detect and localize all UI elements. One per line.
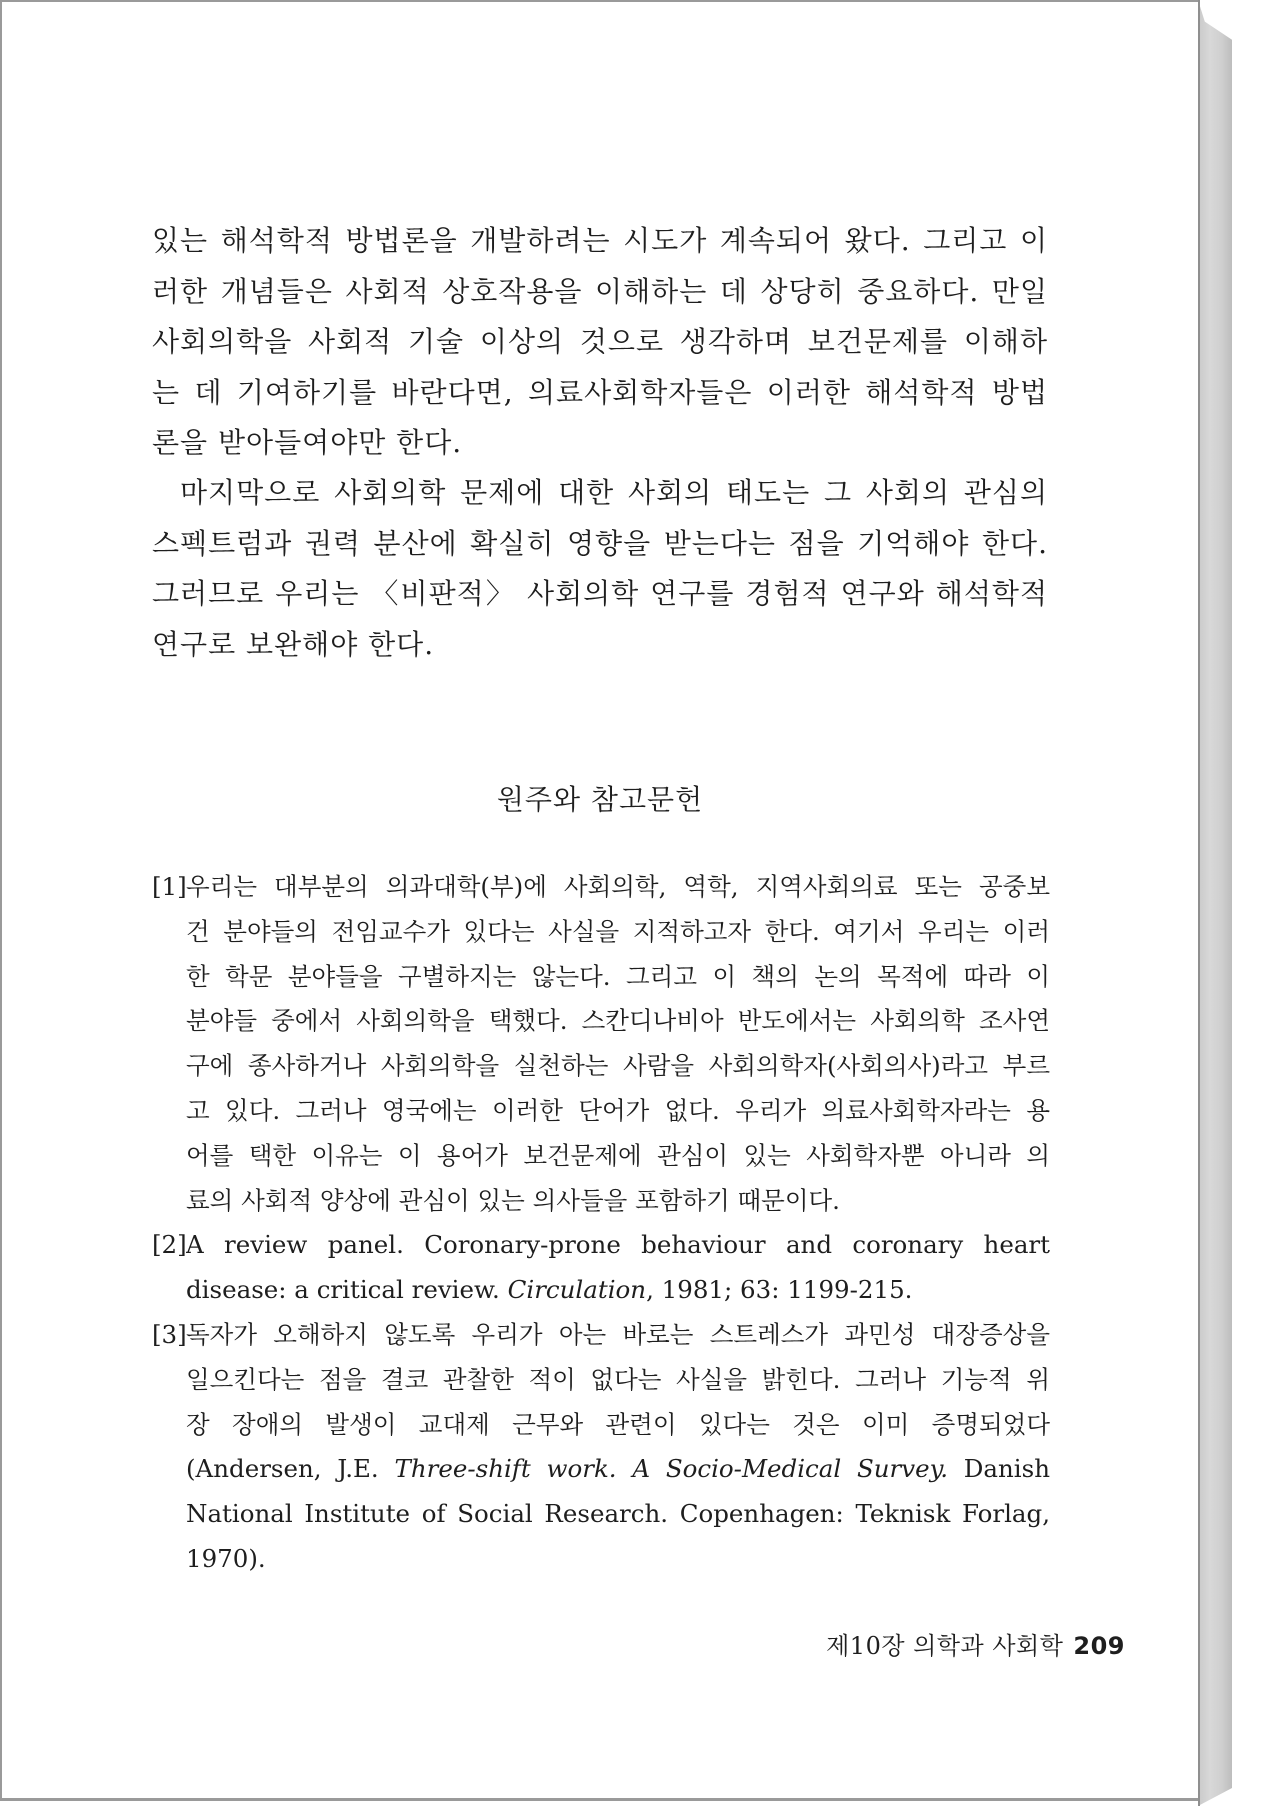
text-line: 있는 해석학적 방법론을 개발하려는 시도가 계속되어 왔다. 그리고 이 <box>152 224 1048 257</box>
body-paragraph-1 <box>152 216 1048 469</box>
citation-text: , 1981; 63: 1199-215. <box>646 1275 913 1305</box>
text-line: 론을 받아들여야만 한다. <box>152 426 463 459</box>
page-edge-left <box>0 0 2 1800</box>
text-line: 그러므로 우리는 〈비판적〉 사회의학 연구를 경험적 연구와 해석학적 <box>152 577 1048 610</box>
note-line: 일으킨다는 점을 결코 관찰한 적이 없다는 사실을 밝힌다. 그러나 기능적 위 <box>186 1364 1050 1394</box>
note-line: 건 분야들의 전임교수가 있다는 사실을 지적하고자 한다. 여기서 우리는 이러 <box>186 916 1050 946</box>
note-line: National Institute of Social Research. Copenhagen: Teknisk Forlag, <box>186 1499 1050 1529</box>
journal-title: Circulation <box>507 1275 647 1305</box>
note-line: 장 장애의 발생이 교대제 근무와 관련이 있다는 것은 이미 증명되었다 <box>186 1409 1050 1439</box>
note-line <box>186 1268 1050 1313</box>
note-number: [2] <box>152 1230 187 1260</box>
note-line: 료의 사회적 양상에 관심이 있는 의사들을 포함하기 때문이다. <box>186 1185 840 1215</box>
note-line: 구에 종사하거나 사회의학을 실천하는 사람을 사회의학자(사회의사)라고 부르 <box>186 1051 1050 1081</box>
page-edge-bottom <box>0 1798 1200 1801</box>
book-spine <box>1198 0 1232 1806</box>
note-number: [3] <box>152 1319 187 1349</box>
note-line: 독자가 오해하지 않도록 우리가 아는 바로는 스트레스가 과민성 대장증상을 <box>186 1319 1050 1349</box>
note-line: 우리는 대부분의 의과대학(부)에 사회의학, 역학, 지역사회의료 또는 공중보 <box>186 872 1050 901</box>
note-1 <box>152 865 1050 1223</box>
notes-list <box>152 865 1050 1582</box>
page-footer <box>826 1626 1125 1661</box>
note-line: 한 학문 분야들을 구별하지는 않는다. 그리고 이 책의 논의 목적에 따라 이 <box>186 961 1050 991</box>
body-paragraph-2 <box>152 468 1048 670</box>
text-line: 연구로 보완해야 한다. <box>152 627 435 661</box>
note-line <box>186 1447 1050 1492</box>
citation-text: Danish <box>948 1454 1050 1484</box>
text-line: 는 데 기여하기를 바란다면, 의료사회학자들은 이러한 해석학적 방법 <box>152 375 1048 409</box>
note-line: 1970). <box>186 1543 266 1573</box>
citation-text: (Andersen, J.E. <box>186 1454 395 1484</box>
chapter-title: 제10장 의학과 사회학 <box>826 1632 1064 1660</box>
note-number: [1] <box>152 872 187 901</box>
book-title: Three-shift work. A Socio-Medical Survey. <box>394 1454 948 1484</box>
spine-edge <box>1198 0 1200 1806</box>
text-line: 사회의학을 사회적 기술 이상의 것으로 생각하며 보건문제를 이해하 <box>152 325 1048 358</box>
section-title: 원주와 참고문헌 <box>496 783 704 816</box>
citation-text: disease: a critical review. <box>186 1275 508 1305</box>
text-line: 스펙트럼과 권력 분산에 확실히 영향을 받는다는 점을 기억해야 한다. <box>152 526 1048 560</box>
note-line: A review panel. Coronary-prone behaviour and coronary heart <box>186 1230 1050 1260</box>
note-line: 어를 택한 이유는 이 용어가 보건문제에 관심이 있는 사회학자뿐 아니라 의 <box>186 1140 1050 1170</box>
page-number: 209 <box>1073 1632 1125 1660</box>
note-line: 분야들 중에서 사회의학을 택했다. 스칸디나비아 반도에서는 사회의학 조사연 <box>186 1006 1050 1036</box>
text-line: 마지막으로 사회의학 문제에 대한 사회의 태도는 그 사회의 관심의 <box>180 476 1048 509</box>
note-2 <box>152 1223 1050 1313</box>
text-line: 러한 개념들은 사회적 상호작용을 이해하는 데 상당히 중요하다. 만일 <box>152 274 1048 308</box>
note-3 <box>152 1313 1050 1582</box>
page-edge-top <box>0 0 1200 2</box>
note-line: 고 있다. 그러나 영국에는 이러한 단어가 없다. 우리가 의료사회학자라는 용 <box>186 1095 1050 1125</box>
